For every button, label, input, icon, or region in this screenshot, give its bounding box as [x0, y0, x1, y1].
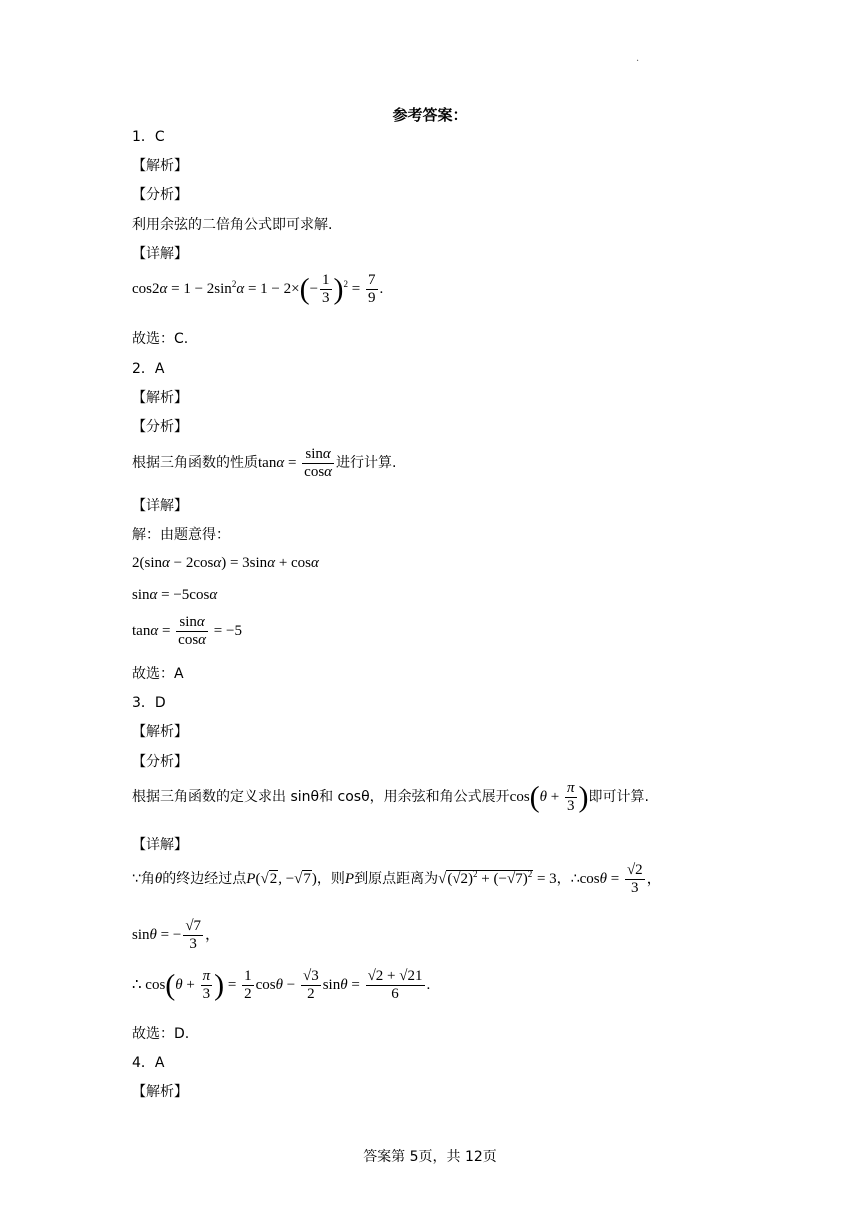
q1-answer: 故选：C. [132, 331, 189, 347]
q2-step0: 解：由题意得： [132, 527, 230, 543]
page-title: 参考答案： [392, 106, 468, 124]
q2-number: 2．A [132, 361, 165, 377]
q3-answer: 故选：D. [132, 1026, 190, 1042]
q1-analysis: 利用余弦的二倍角公式即可求解. [132, 217, 333, 233]
q4-number: 4．A [132, 1055, 165, 1071]
q4-jiexi-heading: 【解析】 [132, 1084, 188, 1100]
q2-jiexi-heading: 【解析】 [132, 390, 188, 406]
q3-xiangjie-heading: 【详解】 [132, 837, 188, 853]
q3-number: 3．D [132, 695, 166, 711]
q2-step3: tanα = $\frac{\sin\alpha}{\cos\alpha}$ = −5 [132, 614, 242, 648]
q2-analysis: 根据三角函数的性质tanα = $\frac{\sin\alpha}{\cos\alpha}$ 进行计算. [132, 446, 397, 480]
q1-fenxi-heading: 【分析】 [132, 187, 188, 203]
q1-formula: $\cos 2\alpha = 1 - 2\sin^2\alpha = 1 - 2\times(-$ $\frac{1}{3}$ )$^2$ = $\frac{7}{9}$ . [132, 272, 384, 306]
q3-jiexi-heading: 【解析】 [132, 724, 188, 740]
q3-fenxi-heading: 【分析】 [132, 754, 188, 770]
q3-analysis: 根据三角函数的定义求出 sinθ和 cosθ，用余弦和角公式展开cos(θ + $\frac{\pi}{3}$ )即可计算. [132, 780, 649, 814]
q2-step1: 2(sinα − 2cosα) = 3sinα + cosα [132, 555, 319, 571]
q1-number: 1．C [132, 129, 165, 145]
q3-step2: sinθ = − $\frac{√7}{3}$ ， [132, 918, 221, 952]
q3-step1: ∵角θ的终边经过点P(√2, −√7)，则P到原点距离为$√(√2)^2 + (-√7)^2 = 3$，∴cosθ = $\frac{√2}{3}$ ， [132, 862, 662, 896]
q1-xiangjie-heading: 【详解】 [132, 246, 188, 262]
q2-xiangjie-heading: 【详解】 [132, 498, 188, 514]
page-footer: 答案第 5页，共 12页 [363, 1149, 497, 1165]
q3-step3: ∴ cos(θ + $\frac{\pi}{3}$ ) = $\frac{1}{2}$ cosθ − $\frac{√3}{2}$ sinθ = $\frac{√2 + √21}{6}$ . [132, 968, 431, 1002]
q2-step2: sinα = −5cosα [132, 587, 218, 603]
q2-answer: 故选：A [132, 666, 184, 682]
q2-fenxi-heading: 【分析】 [132, 419, 188, 435]
q1-jiexi-heading: 【解析】 [132, 158, 188, 174]
header-mark: · [636, 56, 640, 67]
